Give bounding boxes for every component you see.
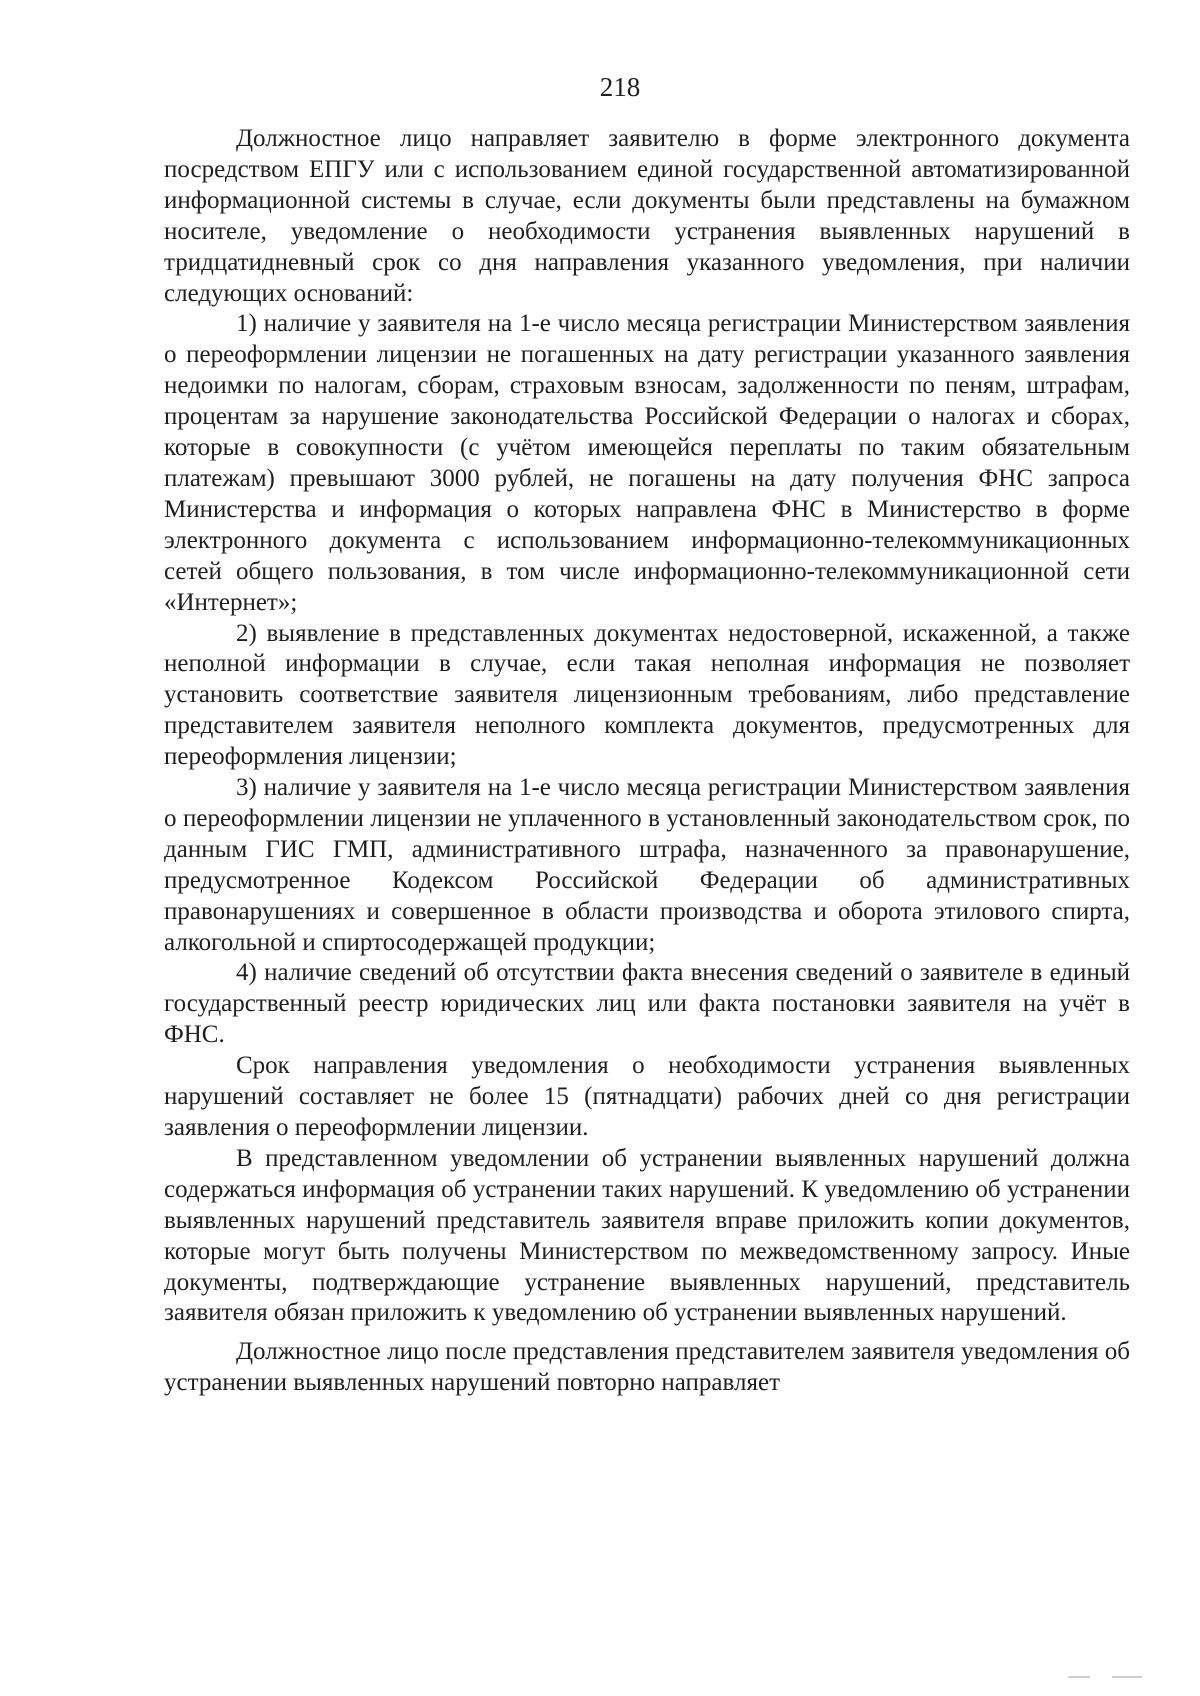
paragraph-resend: Должностное лицо после представления представителем заявителя уведомления об устранении выявленных нарушений повторно направляет [164, 1338, 1130, 1397]
scan-mark [1112, 1676, 1142, 1678]
document-body [164, 124, 1130, 1399]
paragraph-item-3: 3) наличие у заявителя на 1-е число месяца регистрации Министерством заявления о переоформлении лицензии не уплаченного в установленный законодательством срок, по данным ГИС ГМП, административного штрафа, назначенного за правонарушение, предусмотренное Кодексом Российской Федерации об административных правонарушениях и совершенное в области производства и оборота этилового спирта, алкогольной и спиртосодержащей продукции; [164, 774, 1130, 956]
paragraph-item-1: 1) наличие у заявителя на 1-е число месяца регистрации Министерством заявления о переоформлении лицензии не погашенных на дату регистрации указанного заявления недоимки по налогам, сборам, страховым взносам, задолженности по пеням, штрафам, процентам за нарушение законодательства Российской Федерации о налогах и сборах, которые в совокупности (с учётом имеющейся переплаты по таким обязательным платежам) превышают 3000 рублей, не погашены на дату получения ФНС запроса Министерства и информация о которых направлена ФНС в Министерство в форме электронного документа с использованием информационно-телекоммуникационных сетей общего пользования, в том числе информационно-телекоммуникационной сети «Интернет»; [164, 310, 1130, 616]
scan-mark [1068, 1676, 1090, 1678]
paragraph-notice-content: В представленном уведомлении об устранении выявленных нарушений должна содержаться информация об устранении таких нарушений. К уведомлению об устранении выявленных нарушений представитель заявителя вправе приложить копии документов, которые могут быть получены Министерством по межведомственному запросу. Иные документы, подтверждающие устранение выявленных нарушений, представитель заявителя обязан приложить к уведомлению об устранении выявленных нарушений. [164, 1144, 1130, 1327]
paragraph-item-4: 4) наличие сведений об отсутствии факта внесения сведений о заявителе в единый государственный реестр юридических лиц или факта постановки заявителя на учёт в ФНС. [164, 959, 1130, 1049]
paragraph-deadline: Срок направления уведомления о необходимости устранения выявленных нарушений составляет не более 15 (пятнадцати) рабочих дней со дня регистрации заявления о переоформлении лицензии. [164, 1052, 1130, 1141]
paragraph-item-2: 2) выявление в представленных документах недостоверной, искаженной, а также неполной информации в случае, если такая неполная информация не позволяет установить соответствие заявителя лицензионным требованиям, либо представление представителем заявителя неполного комплекта документов, предусмотренных для переоформления лицензии; [164, 619, 1130, 771]
paragraph-intro: Должностное лицо направляет заявителю в форме электронного документа посредством ЕПГУ или с использованием единой государственной автоматизированной информационной системы в случае, если документы были представлены на бумажном носителе, уведомление о необходимости устранения выявленных нарушений в тридцатидневный срок со дня направления указанного уведомления, при наличии следующих оснований: [164, 125, 1130, 307]
page-number: 218 [599, 72, 641, 102]
